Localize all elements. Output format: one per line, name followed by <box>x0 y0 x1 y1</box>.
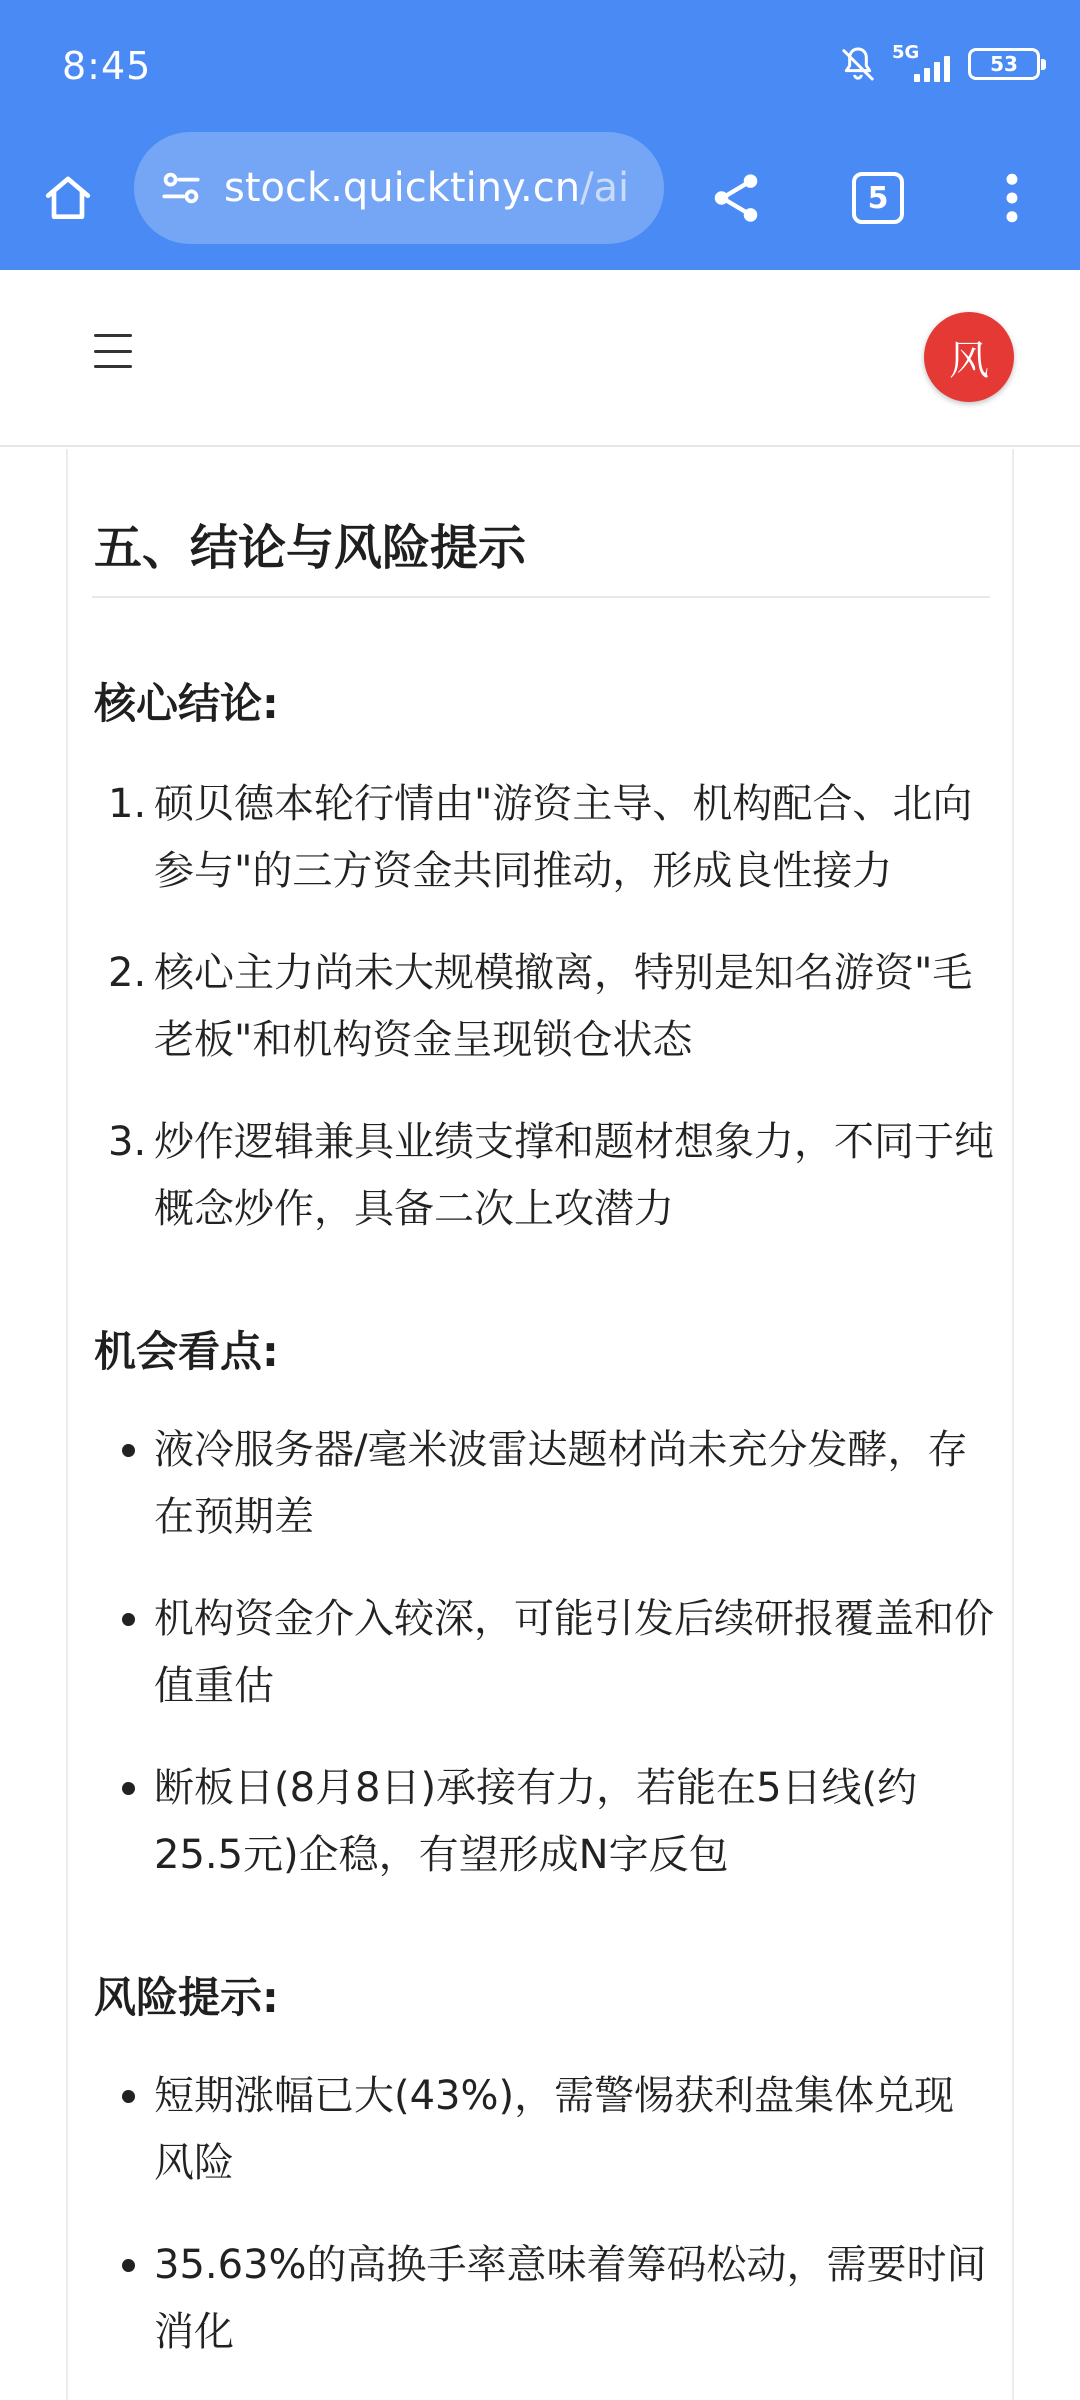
status-time: 8:45 <box>62 44 152 88</box>
list-item-text: 液冷服务器/毫米波雷达题材尚未充分发酵，存在预期差 <box>154 1427 968 1540</box>
core-conclusions-list <box>108 771 994 1278</box>
list-item <box>108 771 994 905</box>
list-item-text: 断板日(8月8日)承接有力，若能在5日线(约25.5元)企稳，有望形成N字反包 <box>154 1765 918 1878</box>
share-icon <box>707 169 765 227</box>
title-divider <box>92 596 990 598</box>
list-item <box>108 940 994 1074</box>
home-button[interactable] <box>30 160 106 236</box>
share-button[interactable] <box>698 160 774 236</box>
list-item-text: 硕贝德本轮行情由"游资主导、机构配合、北向参与"的三方资金共同推动，形成良性接力 <box>154 781 973 894</box>
opportunities-heading: 机会看点: <box>94 1327 279 1376</box>
list-item <box>154 1755 994 1889</box>
opportunities-list <box>154 1417 994 1924</box>
bullet <box>122 1782 135 1795</box>
section-title: 五、结论与风险提示 <box>94 520 527 576</box>
site-header <box>0 270 1080 447</box>
list-number: 2. <box>108 950 147 996</box>
battery-level: 53 <box>990 52 1018 76</box>
status-bar <box>0 0 1080 130</box>
list-item <box>154 2232 994 2366</box>
url-text <box>224 165 629 211</box>
list-item-text: 核心主力尚未大规模撤离，特别是知名游资"毛老板"和机构资金呈现锁仓状态 <box>154 950 973 1063</box>
list-number: 3. <box>108 1119 147 1165</box>
risks-heading: 风险提示: <box>94 1973 279 2022</box>
tab-switcher-button[interactable] <box>840 160 916 236</box>
article-card <box>66 449 1014 2400</box>
bell-off-icon <box>838 44 878 84</box>
address-bar[interactable] <box>134 132 664 244</box>
url-domain: stock.quicktiny.cn <box>224 165 581 211</box>
bullet <box>122 1613 135 1626</box>
bullet <box>122 2259 135 2272</box>
tab-count: 5 <box>852 172 904 224</box>
browser-menu-button[interactable] <box>974 160 1050 236</box>
list-number: 1. <box>108 781 147 827</box>
list-item <box>154 1417 994 1551</box>
core-conclusions-heading: 核心结论: <box>94 679 279 728</box>
list-item-text: 短期涨幅已大(43%)，需警惕获利盘集体兑现风险 <box>154 2073 955 2186</box>
user-avatar[interactable]: 风 <box>924 312 1014 402</box>
site-settings-icon[interactable] <box>156 163 206 213</box>
list-item <box>154 1586 994 1720</box>
signal-5g-icon: 5G <box>892 44 954 84</box>
list-item-text: 炒作逻辑兼具业绩支撑和题材想象力，不同于纯概念炒作，具备二次上攻潜力 <box>154 1119 994 1232</box>
menu-icon[interactable] <box>94 334 132 368</box>
list-item-text: 35.63%的高换手率意味着筹码松动，需要时间消化 <box>154 2242 987 2355</box>
list-item <box>108 1109 994 1243</box>
home-icon <box>40 170 96 226</box>
url-path: /ai <box>580 165 630 211</box>
status-icons <box>838 44 1040 84</box>
risks-list <box>154 2063 994 2400</box>
list-item-text: 机构资金介入较深，可能引发后续研报覆盖和价值重估 <box>154 1596 994 1709</box>
bullet <box>122 2090 135 2103</box>
more-vertical-icon <box>992 168 1032 228</box>
browser-chrome <box>0 0 1080 270</box>
browser-toolbar <box>0 130 1080 270</box>
list-item <box>154 2063 994 2197</box>
battery-icon <box>968 48 1040 80</box>
bullet <box>122 1444 135 1457</box>
